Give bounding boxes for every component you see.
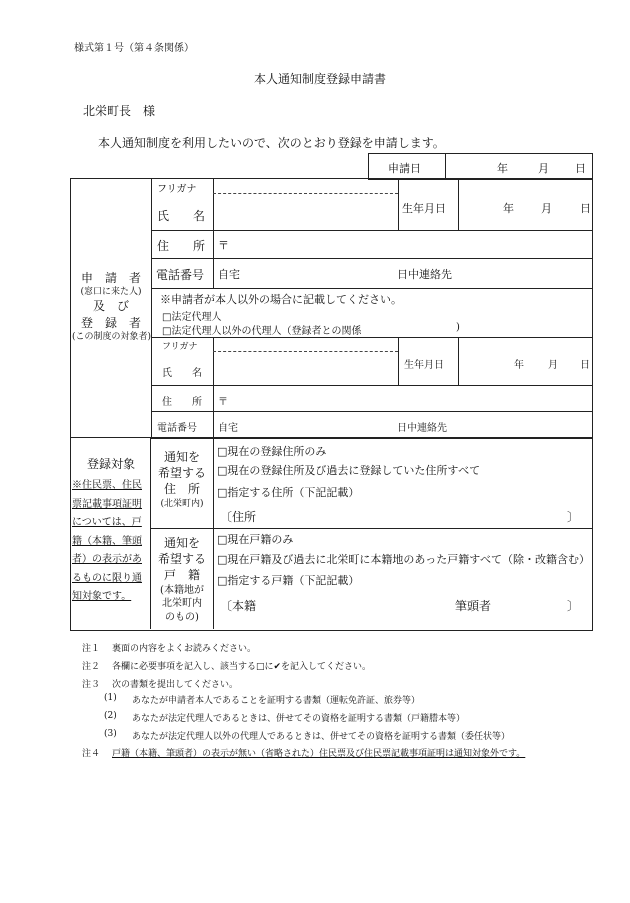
address-field-open[interactable]: 〔住所: [220, 510, 257, 524]
applicant-phone-home[interactable]: 自宅: [218, 268, 240, 281]
address-field-close: 〕: [567, 510, 580, 524]
agent-phone-home[interactable]: 自宅: [218, 423, 238, 434]
family-block-label: 通知を 希望する 戸 籍 (本籍地が 北栄町内 のもの): [157, 536, 206, 623]
note-3-item-3-num: (3): [104, 729, 117, 739]
note-3-item-1-num: (1): [104, 693, 117, 703]
family-option-current[interactable]: □現在戸籍のみ: [217, 533, 294, 546]
agent-birth-month[interactable]: 月: [548, 360, 558, 371]
note-3-item-3: あなたが法定代理人以外の代理人であるときは、併せてその資格を証明する書類（委任状等）: [132, 732, 511, 742]
agent-option-close: ): [456, 322, 460, 333]
family-field-close: 〕: [567, 599, 580, 613]
note-1: 裏面の内容をよくお読みください。: [112, 644, 257, 654]
application-date-label: 申請日: [388, 162, 421, 175]
agent-furigana-label: フリガナ: [162, 342, 198, 352]
agent-name-label: 氏 名: [162, 368, 202, 379]
agent-birth-year[interactable]: 年: [514, 360, 524, 371]
applicant-birth-label: 生年月日: [402, 202, 446, 215]
application-date-year[interactable]: 年: [497, 162, 508, 175]
intro-text: 本人通知制度を利用したいので、次のとおり登録を申請します。: [98, 136, 445, 150]
registration-target-note: ※住民票、住民 票記載事項証明 については、戸 籍（本籍、筆頭 者）の表示があ るものに限り通 知対象です。: [72, 480, 142, 602]
applicant-phone-label: 電話番号: [156, 268, 205, 282]
agent-option-other[interactable]: □法定代理人以外の代理人（登録者との関係: [162, 326, 362, 337]
family-field-open[interactable]: 〔本籍: [220, 599, 257, 613]
agent-phone-label: 電話番号: [157, 423, 197, 434]
address-option-current[interactable]: □現在の登録住所のみ: [217, 445, 327, 458]
agent-birth-day[interactable]: 日: [580, 360, 590, 371]
note-3-item-1: あなたが申請者本人であることを証明する書類（運転免許証、旅券等）: [132, 696, 421, 706]
applicant-address-label: 住 所: [157, 239, 206, 253]
note-4-label: 注４: [82, 749, 101, 759]
family-option-all[interactable]: □現在戸籍及び過去に北栄町に本籍地のあった戸籍すべて（除・改籍含む）: [217, 553, 591, 566]
applicant-name-label: 氏 名: [157, 209, 206, 223]
applicant-birth-day[interactable]: 日: [580, 202, 591, 215]
agent-postal-mark[interactable]: 〒: [218, 397, 228, 408]
registration-target-label: 登録対象: [87, 457, 136, 471]
applicant-furigana-label: フリガナ: [157, 184, 197, 195]
applicant-birth-year[interactable]: 年: [503, 202, 514, 215]
form-number: 様式第１号（第４条関係）: [74, 43, 194, 54]
agent-phone-day[interactable]: 日中連絡先: [397, 423, 447, 434]
applicant-birth-month[interactable]: 月: [541, 202, 552, 215]
address-option-all[interactable]: □現在の登録住所及び過去に登録していた住所すべて: [217, 464, 481, 477]
agent-note: ※申請者が本人以外の場合に記載してください。: [160, 293, 402, 306]
note-3-item-2-num: (2): [104, 711, 117, 721]
applicant-phone-day[interactable]: 日中連絡先: [397, 268, 452, 281]
agent-address-label: 住 所: [162, 397, 202, 408]
note-3-item-2: あなたが法定代理人であるときは、併せてその資格を証明する書類（戸籍謄本等）: [132, 714, 466, 724]
family-option-specified[interactable]: □指定する戸籍（下記記載）: [217, 574, 360, 587]
application-date-month[interactable]: 月: [538, 162, 549, 175]
agent-option-legal[interactable]: □法定代理人: [162, 312, 222, 323]
form-title: 本人通知制度登録申請書: [254, 72, 387, 86]
addressee: 北栄町長 様: [83, 104, 156, 118]
applicant-side-label: 申 請 者 (窓口に来た人) 及 び 登 録 者 (この制度の対象者): [72, 271, 152, 342]
note-2: 各欄に必要事項を記入し、該当する□に✔を記入してください。: [112, 662, 372, 672]
address-option-specified[interactable]: □指定する住所（下記記載）: [217, 486, 360, 499]
note-3: 次の書類を提出してください。: [112, 680, 239, 690]
address-block-label: 通知を 希望する 住 所 (北栄町内): [157, 450, 206, 509]
application-date-day[interactable]: 日: [575, 162, 586, 175]
agent-birth-label: 生年月日: [404, 360, 444, 371]
family-field-head[interactable]: 筆頭者: [455, 599, 492, 613]
applicant-postal-mark[interactable]: 〒: [218, 239, 229, 252]
note-1-label: 注１: [82, 644, 101, 654]
note-4: 戸籍（本籍、筆頭者）の表示が無い（省略された）住民票及び住民票記載事項証明は通知対象外です。: [112, 749, 526, 759]
note-2-label: 注２: [82, 662, 101, 672]
note-3-label: 注３: [82, 680, 101, 690]
